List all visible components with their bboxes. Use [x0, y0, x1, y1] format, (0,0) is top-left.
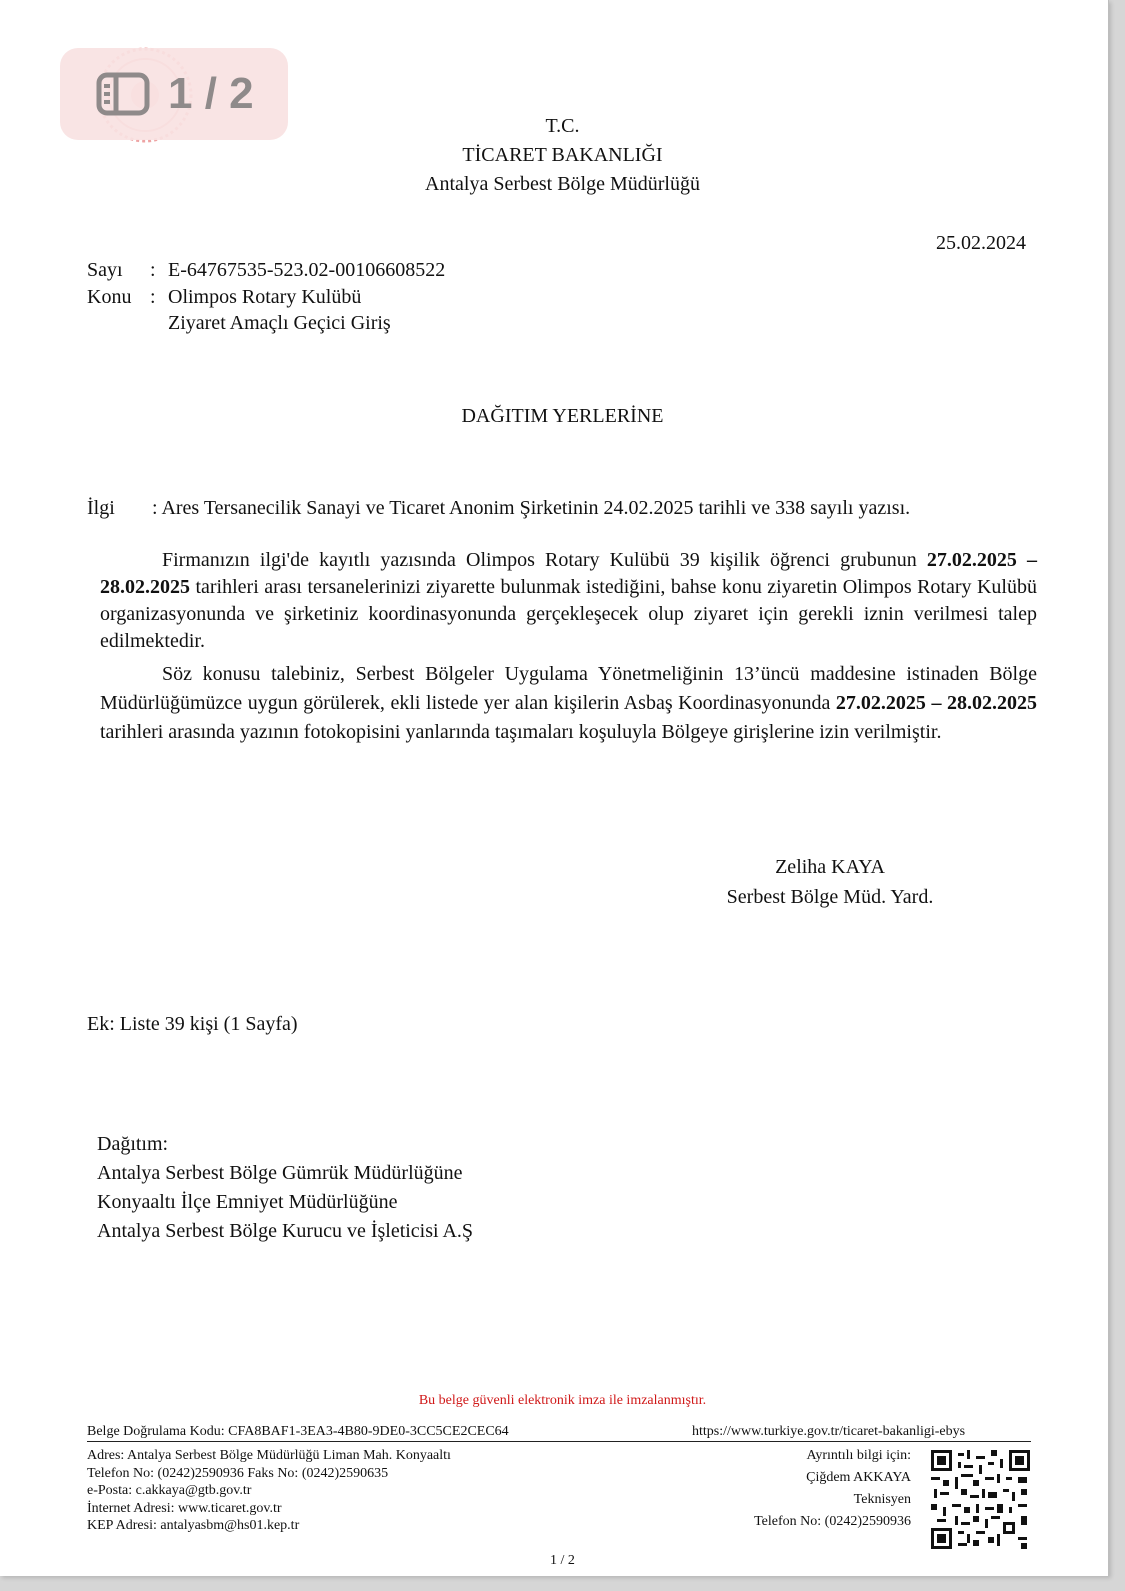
- footer-address: Adres: Antalya Serbest Bölge Müdürlüğü Liman Mah. Konyaaltı: [87, 1448, 451, 1463]
- konu-value: Olimpos Rotary Kulübü: [168, 286, 362, 308]
- sayi-row: [0, 257, 1000, 283]
- attachment: Ek: Liste 39 kişi (1 Sayfa): [87, 1013, 298, 1035]
- konu-row-2: [0, 310, 1000, 336]
- footer-web: İnternet Adresi: www.ticaret.gov.tr: [87, 1500, 282, 1516]
- konu-value-2: Ziyaret Amaçlı Geçici Giriş: [168, 312, 391, 334]
- page-indicator-text: 1 / 2: [168, 69, 254, 118]
- konu-row: [0, 284, 1000, 310]
- paragraph-2-part2: tarihleri arasında yazının fotokopisini yanlarında taşımaları koşuluyla Bölgeye girişlerine izin verilmiştir.: [100, 721, 942, 743]
- header-ministry: TİCARET BAKANLIĞI: [462, 144, 663, 166]
- paragraph-2-dates: 27.02.2025 – 28.02.2025: [835, 692, 1038, 714]
- konu-label: Konu: [87, 286, 132, 308]
- sayi-colon: :: [150, 259, 156, 281]
- distribution-item: Antalya Serbest Bölge Gümrük Müdürlüğüne: [97, 1162, 463, 1184]
- sayi-label: Sayı: [87, 259, 123, 281]
- distribution-item: Konyaaltı İlçe Emniyet Müdürlüğüne: [97, 1191, 398, 1213]
- paragraph-1-part1: Firmanızın ilgi'de kayıtlı yazısında Olimpos Rotary Kulübü 39 kişilik öğrenci grubunun: [162, 549, 927, 571]
- document-date: 25.02.2024: [936, 232, 1026, 254]
- verification-url[interactable]: https://www.turkiye.gov.tr/ticaret-bakanligi-ebys: [692, 1424, 966, 1439]
- paragraph-1: [100, 547, 1037, 655]
- header-directorate: Antalya Serbest Bölge Müdürlüğü: [425, 173, 700, 195]
- ilgi-label: İlgi: [87, 497, 115, 519]
- e-signature-note: Bu belge güvenli elektronik imza ile imzalanmıştır.: [418, 1393, 707, 1408]
- sidebar-icon: [96, 72, 150, 116]
- konu-colon: :: [150, 286, 156, 308]
- paragraph-2: [100, 660, 1037, 747]
- footer-divider: [87, 1441, 1031, 1442]
- footer-email: e-Posta: c.akkaya@gtb.gov.tr: [87, 1483, 252, 1498]
- distribution-block: [97, 1130, 473, 1246]
- distribution-heading: Dağıtım:: [97, 1133, 169, 1155]
- page-number: 1 / 2: [550, 1553, 575, 1568]
- signature-name: Zeliha KAYA: [775, 856, 885, 878]
- footer-contact-title: Teknisyen: [853, 1492, 911, 1507]
- footer-contact-right: [754, 1445, 911, 1533]
- qr-code: [931, 1450, 1030, 1549]
- footer-contact-phone: Telefon No: (0242)2590936: [754, 1514, 911, 1529]
- signature-block: [700, 852, 960, 912]
- header-tc: T.C.: [545, 115, 580, 137]
- signature-title: Serbest Bölge Müd. Yard.: [726, 886, 934, 908]
- recipient: DAĞITIM YERLERİNE: [461, 405, 664, 427]
- footer-contact-left: [87, 1447, 451, 1535]
- distribution-item: Antalya Serbest Bölge Kurucu ve İşleticisi A.Ş: [97, 1220, 474, 1242]
- paragraph-1-dates: 27.02.2025 – 28.02.2025: [100, 549, 1038, 598]
- footer-kep: KEP Adresi: antalyasbm@hs01.kep.tr: [87, 1518, 300, 1533]
- footer-phone-fax: Telefon No: (0242)2590936 Faks No: (0242)2590635: [87, 1465, 389, 1481]
- sayi-value: E-64767535-523.02-00106608522: [168, 259, 446, 281]
- paragraph-2-part1: Söz konusu talebiniz, Serbest Bölgeler Uygulama Yönetmeliğinin 13’üncü maddesine istinaden Bölge Müdürlüğümüzce uygun görülerek, ekli listede yer alan kişilerin Asbaş Koordinasyonunda: [100, 663, 1037, 714]
- paragraph-1-part2: tarihleri arası tersanelerinizi ziyarette bulunmak istediğini, bahse konu ziyaretin Olimpos Rotary Kulübü organizasyonunda ve şirketiniz koordinasyonunda gerçekleşecek olup ziyaret için gerekli iznin verilmesi talep edilmektedir.: [100, 576, 1037, 652]
- ilgi-text: : Ares Tersanecilik Sanayi ve Ticaret Anonim Şirketinin 24.02.2025 tarihli ve 338 sayılı yazısı.: [152, 497, 911, 519]
- footer-contact-name: Çiğdem AKKAYA: [806, 1470, 911, 1485]
- verification-code: Belge Doğrulama Kodu: CFA8BAF1-3EA3-4B80-9DE0-3CC5CE2CEC64: [87, 1424, 509, 1439]
- footer-info-label: Ayrıntılı bilgi için:: [806, 1448, 911, 1463]
